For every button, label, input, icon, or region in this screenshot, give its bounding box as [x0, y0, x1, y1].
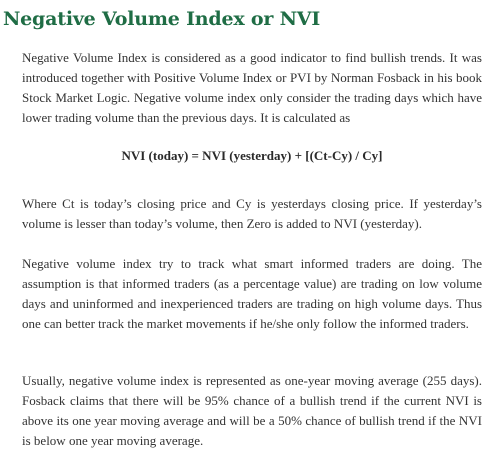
nvi-formula: NVI (today) = NVI (yesterday) + [(Ct-Cy) / Cy] [121, 148, 383, 163]
intro-paragraph: Negative Volume Index is considered as a good indicator to find bullish trends. It was introduced together with Positive Volume Index or PVI by Norman Fosback in his book Stock Market Logic. Negative volume index only consider the trading days which have lower trading volume than the previous days. It is calculated as [22, 50, 482, 125]
moving-average-paragraph: Usually, negative volume index is represented as one-year moving average (255 days). Fosback claims that there will be 95% chance of a bullish trend if the current NVI is above its one year moving average and will be a 50% chance of bullish trend if the NVI is below one year moving average. [22, 373, 482, 448]
informed-traders-paragraph: Negative volume index try to track what smart informed traders are doing. The assumption is that informed traders (as a percentage value) are trading on low volume days and uninformed and inexperienced traders are trading on high volume days. Thus one can better track the market movements if he/she only follow the informed traders. [22, 256, 482, 331]
article-title: Negative Volume Index or NVI [3, 8, 321, 30]
formula-explanation-paragraph: Where Ct is today’s closing price and Cy is yesterdays closing price. If yesterday’s volume is lesser than today’s volume, then Zero is added to NVI (yesterday). [22, 196, 482, 231]
